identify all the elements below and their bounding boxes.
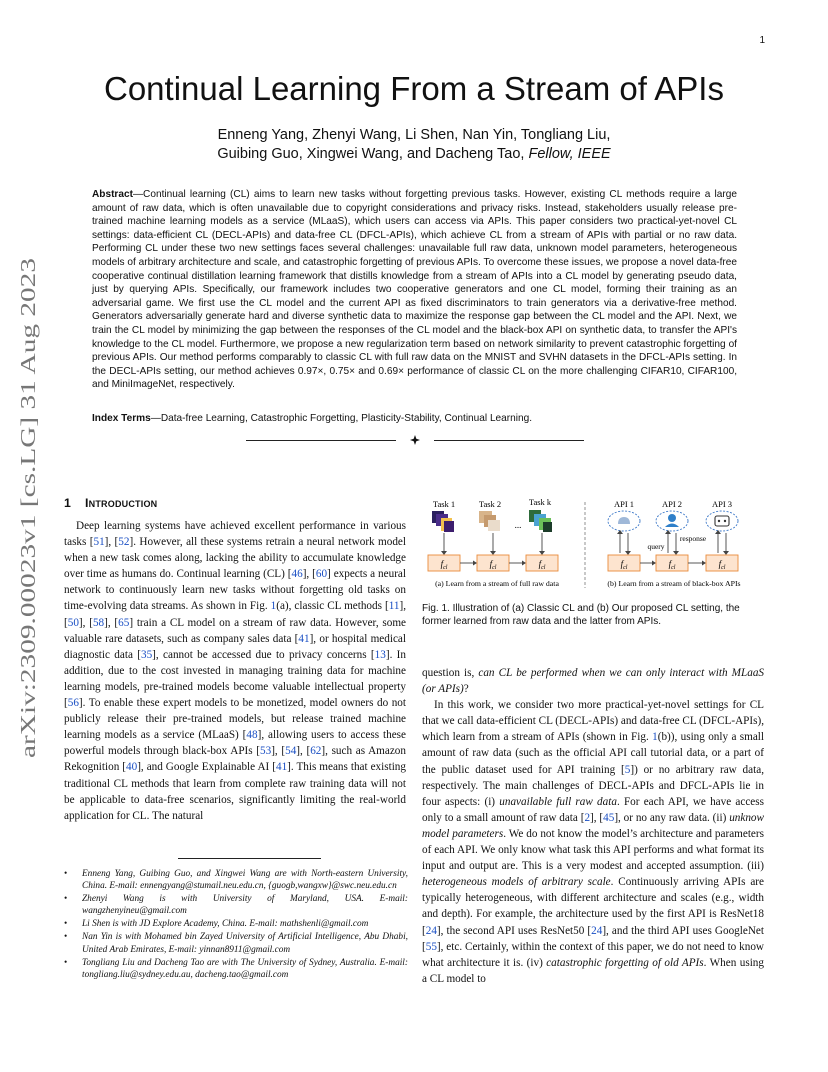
api-3-label: API 3: [711, 499, 733, 509]
api-cloud-icon: [608, 511, 640, 531]
fcl-label: $f_{cl}$: [668, 559, 676, 571]
fcl-label: $f_{cl}$: [489, 559, 497, 571]
intro-paragraph-continued: question is, can CL be performed when we can only interact with MLaaS (or APIs)?: [422, 667, 765, 696]
paper-title: Continual Learning From a Stream of APIs: [104, 70, 724, 107]
task-dots: ...: [514, 520, 522, 530]
divider-diamond-icon: [410, 435, 420, 445]
task-2-images: [479, 511, 500, 531]
figure-1-diagram: [422, 496, 766, 592]
section-divider: [246, 434, 584, 448]
api-cloud-icon: [656, 511, 688, 531]
subcaption-a: (a) Learn from a stream of full raw data: [435, 579, 559, 588]
intro-paragraph: Deep learning systems have achieved excellent performance in various tasks [51], [52]. However, all these systems retrain a neural network model when a new task comes along, lacking the ability to accumulate knowledge over time as humans do. Continual learning (CL) [46], [60] expects a neural network to continuously learn new tasks without forgetting old tasks on time-evolving data streams. As shown in Fig. 1(a), classic CL methods [11], [50], [58], [65] train a CL model on a stream of raw data. However, some valuable rare datasets, such as company sales data [41], or hospital medical diagnostic data [35], cannot be accessed due to privacy concerns [13]. In addition, due to the cost invested in managing training data for machine learning models, pre-trained models become valuable intellectual property [56]. To enable these expert models to be monetized, model owners do not publicly release their pre-trained models, but release trained machine learning models as a service (MLaaS) [48], allowing users to access these powerful models through black-box APIs [53], [54], [62], such as Amazon Rekognition [40], and Google Explainable AI [41]. This means that existing traditional CL methods that learn from complete raw training data will not be applicable to data-free scenarios, significantly limiting the real-world application for CL. The natural: [64, 520, 407, 822]
response-label: response: [679, 534, 707, 543]
footnote-item: • Zhenyi Wang is with University of Maryland, USA. E-mail: wangzhenyineu@gmail.com: [64, 893, 408, 917]
intro-paragraph: In this work, we consider two more practical-yet-novel settings for CL that we call data-efficient CL (DECL-APIs) and data-free CL (DFCL-APIs), which learn from a stream of APIs (shown in Fig. 1(b)), using only a small amount of raw data (such as the official API call tutorial data, or a part of the public dataset used for API training [5]) or no arbitrary raw data, respectively. The main challenges of DECL-APIs and DFCL-APIs lie in four aspects: (i) unavailable full raw data. For each API, we have access only to a small amount of raw data [2], [45], or no any raw data. (ii) unknow model parameters. We do not know the model’s architecture and parameters of each API. We only know what task this API performs and what format its input and output are. This is a very modest and accepted assumption. (iii) heterogeneous models of arbitrary scale. Continuously arriving APIs are typically heterogeneous, with different architecture and scales (e.g., width and depth). For example, the architecture used by the first API is ResNet18 [24], the second API uses ResNet50 [24], and the third API uses GoogleNet [55], etc. Certainly, within the context of this paper, we do not need to know what architecture it is. (iv) catastrophic forgetting of old APIs. When using a CL model to: [422, 699, 764, 985]
footnote-item: • Tongliang Liu and Dacheng Tao are with The University of Sydney, Australia. E-mail: tongliang.liu@sydney.edu.au, dacheng.tao@gmail.com: [64, 957, 408, 981]
fcl-label: $f_{cl}$: [440, 559, 448, 571]
abstract: [92, 188, 737, 392]
fcl-label: $f_{cl}$: [620, 559, 628, 571]
intro-right-column: [422, 665, 764, 987]
api-1-label: API 1: [613, 499, 635, 509]
intro-left-column: [64, 518, 406, 824]
index-terms-label: Index Terms: [92, 413, 151, 424]
arxiv-identifier-stamp: [14, 255, 42, 760]
panel-a-arrowheads: [441, 551, 545, 555]
divider-line-right: [434, 440, 584, 441]
index-terms: [92, 412, 737, 426]
query-label: query: [647, 542, 665, 551]
author-line-2-names: Guibing Guo, Xingwei Wang, and Dacheng Tao,: [217, 146, 525, 162]
index-terms-text: —Data-free Learning, Catastrophic Forgetting, Plasticity-Stability, Continual Learning.: [150, 413, 533, 424]
section-heading: [64, 496, 157, 510]
api-cloud-icon: [706, 511, 738, 531]
abstract-text: —Continual learning (CL) aims to learn new tasks without forgetting previous tasks. However, existing CL methods require a large amount of raw data, which is often unavailable due to copyright considerations and privacy risks. Instead, stakeholders usually release pre-trained machine learning models as a service (MLaaS), which users can access via APIs. This paper considers two practical-yet-novel CL settings: data-efficient CL (DECL-APIs) and data-free CL (DFCL-APIs), which achieve CL from a stream of APIs with partial or no raw data. Performing CL under these two new settings faces several challenges: unavailable full raw data, unknown model parameters, heterogeneous models of arbitrary architecture and scale, and catastrophic forgetting of previous APIs. To overcome these issues, we propose a novel data-free cooperative continual distillation learning framework that distills knowledge from a stream of APIs into a CL model by generating pseudo data, just by querying APIs. Specifically, our framework includes two cooperative generators and one CL model, forming their training as an adversarial game. We first use the CL model and the current API as fixed discriminators to train generators via a derivative-free method. Generators adversarially generate hard and diverse synthetic data to maximize the response gap between the CL model and the API. Next, we train the CL model by minimizing the gap between the responses of the CL model and the black-box API on synthetic data, to transfer the API's knowledge to the CL model. Furthermore, we propose a new regularization term based on network similarity to prevent catastrophic forgetting of previous APIs. Our method performs comparably to classic CL with full raw data on the MNIST and SVHN datasets in the DFCL-APIs setting. In the DECL-APIs setting, our method achieves 0.97×, 0.75× and 0.69× performance of classic CL on the more challenging CIFAR10, CIFAR100, and MiniImageNet, respectively.: [92, 189, 737, 391]
author-list: [64, 126, 764, 164]
footnote-item: • Enneng Yang, Guibing Guo, and Xingwei Wang are with North-eastern University, China. E-mail: ennengyang@stumail.neu.edu.cn, {guogb,wangxw}@swc.neu.edu.cn: [64, 868, 408, 892]
task-1-label: Task 1: [432, 499, 456, 509]
task-k-images: [529, 510, 552, 532]
panel-b-arrowheads: [617, 530, 729, 555]
section-title: Introduction: [85, 496, 158, 510]
subcaption-b: (b) Learn from a stream of black-box APIs: [607, 579, 741, 588]
task-k-label: Task k: [528, 497, 552, 507]
footnote-item: • Li Shen is with JD Explore Academy, China. E-mail: mathshenli@gmail.com: [64, 918, 408, 930]
abstract-label: Abstract: [92, 189, 133, 200]
api-2-label: API 2: [661, 499, 683, 509]
fcl-label: $f_{cl}$: [538, 559, 546, 571]
task-2-label: Task 2: [478, 499, 502, 509]
author-footnotes: [64, 868, 408, 982]
author-line-2: [64, 145, 764, 164]
svg-text:arXiv:2309.00023v1 [cs.LG] 3: arXiv:2309.00023v1 [cs.LG] 31 Aug 2023: [16, 399, 40, 758]
author-fellow-note: Fellow, IEEE: [528, 146, 611, 162]
divider-line-left: [246, 440, 396, 441]
figure-1-caption: Fig. 1. Illustration of (a) Classic CL and (b) Our proposed CL setting, the former learned from raw data and the latter from APIs.: [422, 603, 740, 627]
footnote-item: • Nan Yin is with Mohamed bin Zayed University of Artificial Intelligence, Abu Dhabi, United Arab Emirates, E-mail: yinnan8911@gmail.com: [64, 931, 408, 955]
panel-a-arrows: [444, 533, 542, 553]
section-number: 1: [64, 496, 72, 510]
task-1-images: [432, 511, 454, 532]
panel-b-arrows: [620, 533, 726, 553]
fcl-label: $f_{cl}$: [718, 559, 726, 571]
footnote-rule: [178, 858, 321, 859]
page-number: 1: [759, 35, 765, 46]
author-line-1: Enneng Yang, Zhenyi Wang, Li Shen, Nan Yin, Tongliang Liu,: [217, 127, 611, 143]
